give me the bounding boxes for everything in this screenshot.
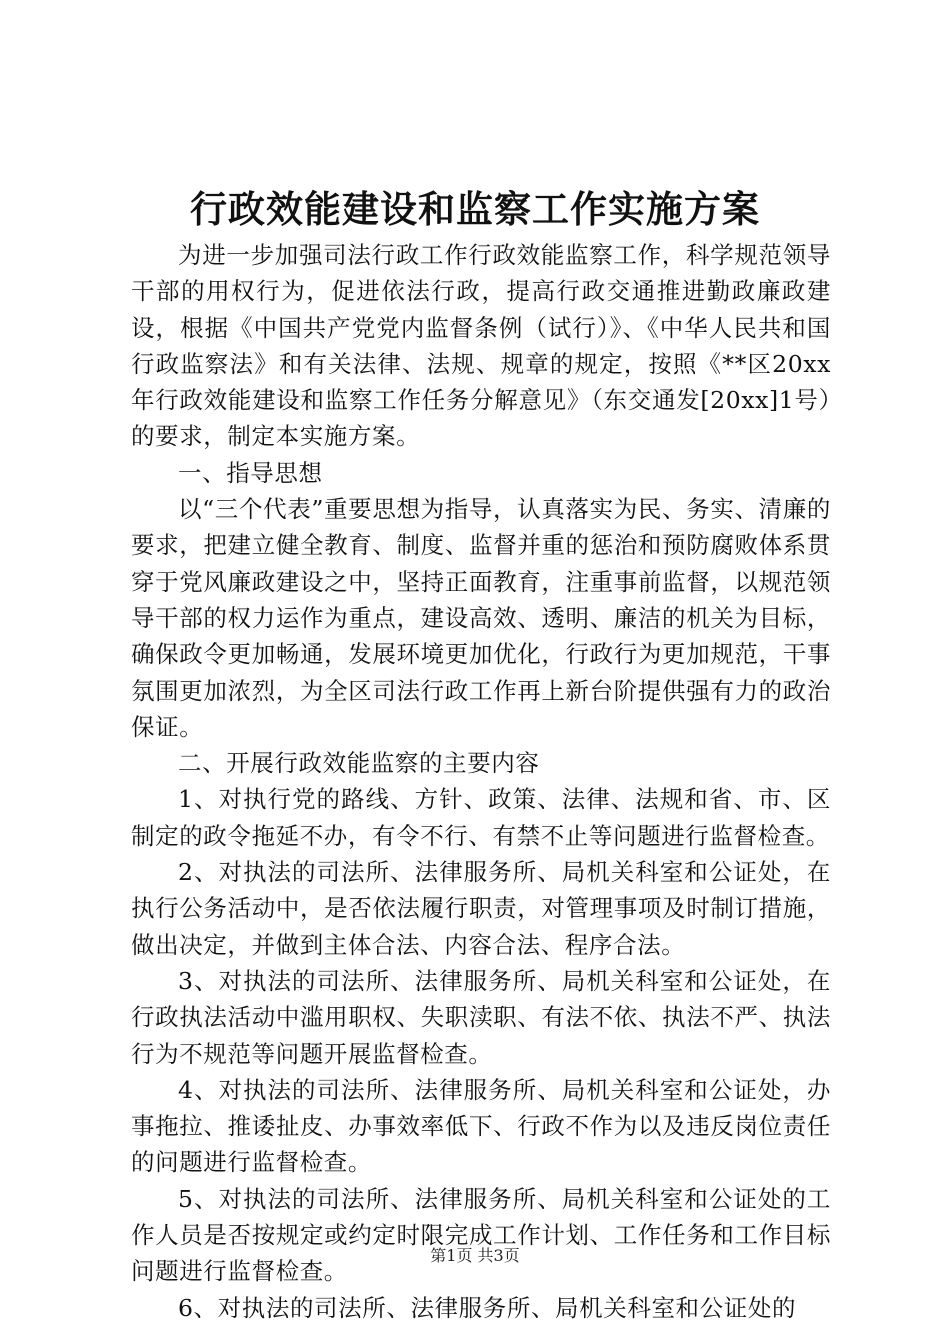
guiding-ideology-paragraph: 以“三个代表”重要思想为指导，认真落实为民、务实、清廉的要求，把建立健全教育、制度、监督并重的惩治和预防腐败体系贯穿于党风廉政建设之中，坚持正面教育，注重事前监督，以规范领导干部的权力运作为重点，建设高效、透明、廉洁的机关为目标，确保政令更加畅通，发展环境更加优化，行政行为更加规范，干事氛围更加浓烈，为全区司法行政工作再上新台阶提供强有力的政治保证。 [131, 495, 831, 741]
list-item-3: 3、对执法的司法所、法律服务所、局机关科室和公证处，在行政执法活动中滥用职权、失职渎职、有法不依、执法不严、执法行为不规范等问题开展监督检查。 [131, 966, 831, 1068]
list-item-4: 4、对执法的司法所、法律服务所、局机关科室和公证处，办事拖拉、推诿扯皮、办事效率低下、行政不作为以及违反岗位责任的问题进行监督检查。 [131, 1075, 831, 1177]
list-item-1: 1、对执行党的路线、方针、政策、法律、法规和省、市、区制定的政令拖延不办，有令不行、有禁不止等问题进行监督检查。 [131, 785, 831, 850]
intro-paragraph: 为进一步加强司法行政工作行政效能监察工作，科学规范领导干部的用权行为，促进依法行政，提高行政交通推进勤政廉政建设，根据《中国共产党党内监督条例（试行）》、《中华人民共和国行政监察法》和有关法律、法规、规章的规定，按照《**区20xx年行政效能建设和监察工作任务分解意见》（东交通发[20xx]1号）的要求，制定本实施方案。 [131, 241, 831, 451]
list-item-5: 5、对执法的司法所、法律服务所、局机关科室和公证处的工作人员是否按规定或约定时限完成工作计划、工作任务和工作目标问题进行监督检查。 [131, 1184, 831, 1286]
list-item-6: 6、对执法的司法所、法律服务所、局机关科室和公证处的 [178, 1293, 797, 1322]
section-heading-guiding-ideology: 一、指导思想 [178, 458, 323, 487]
document-body [131, 237, 831, 1326]
page-number: 第1页 [430, 1246, 473, 1265]
section-heading-main-content: 二、开展行政效能监察的主要内容 [178, 749, 540, 778]
page-footer [0, 1245, 950, 1267]
document-title: 行政效能建设和监察工作实施方案 [190, 187, 760, 231]
list-item-2: 2、对执法的司法所、法律服务所、局机关科室和公证处，在执行公务活动中，是否依法履行职责，对管理事项及时制订措施，做出决定，并做到主体合法、内容合法、程序合法。 [131, 858, 831, 959]
page-total: 共3页 [477, 1246, 520, 1265]
